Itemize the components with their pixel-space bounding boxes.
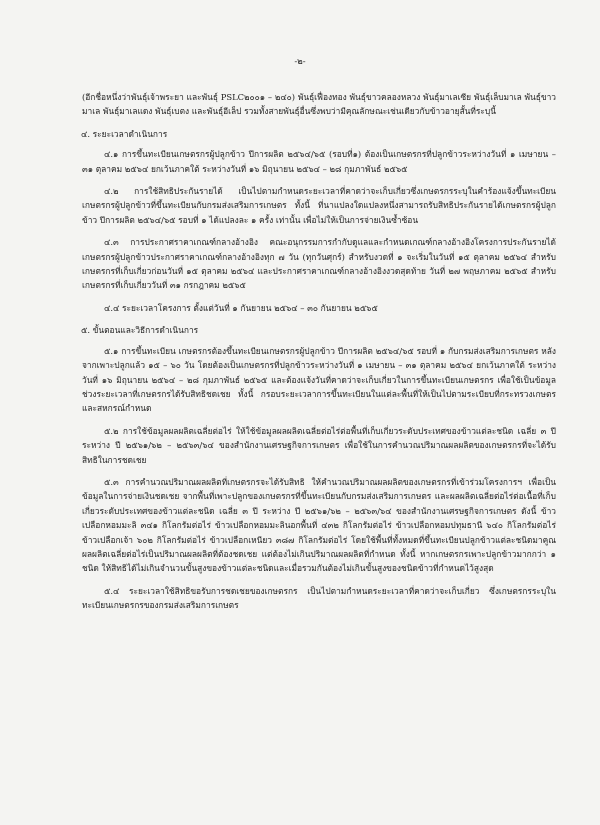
section-5-3-paragraph: ๕.๓ การคำนวณปริมาณผลผลิตที่เกษตรกรจะได้รับสิทธิ ให้คำนวณปริมาณผลผลิตของเกษตรกรที่เข้าร่วมโครงการฯ เพื่อเป็นข้อมูลในการจ่ายเงินชดเชย จากพื้นที่เพาะปลูกของเกษตรกรที่ขึ้นทะเบียนกับกรมส่งเสริมการเกษตร และผลผลิตเฉลี่ยต่อไร่ต่อเนื้อที่เก็บเกี่ยวระดับประเทศของข้าวแต่ละชนิด เฉลี่ย ๓ ปี ระหว่าง ปี ๒๕๖๑/๖๒ – ๒๕๖๓/๖๔ ของสำนักงานเศรษฐกิจการเกษตร ดังนี้ ข้าวเปลือกหอมมะลิ ๓๔๑ กิโลกรัมต่อไร่ ข้าวเปลือกหอมมะลินอกพื้นที่ ๔๓๒ กิโลกรัมต่อไร่ ข้าวเปลือกหอมปทุมธานี ๖๔๐ กิโลกรัมต่อไร่ ข้าวเปลือกเจ้า ๖๐๒ กิโลกรัมต่อไร่ ข้าวเปลือกเหนียว ๓๘๗ กิโลกรัมต่อไร่ โดยใช้พื้นที่ทั้งหมดที่ขึ้นทะเบียนปลูกข้าวแต่ละชนิดมาคูณผลผลิตเฉลี่ยต่อไร่เป็นปริมาณผลผลิตที่ต้องชดเชย แต่ต้องไม่เกินปริมาณผลผลิตที่กำหนด ทั้งนี้ หากเกษตรกรเพาะปลูกข้าวมากกว่า ๑ ชนิด ให้สิทธิได้ไม่เกินจำนวนขั้นสูงของข้าวแต่ละชนิดและเมื่อรวมกันต้องไม่เกินขั้นสูงของชนิดข้าวที่กำหนดไว้สูงสุด — [82, 476, 556, 574]
section-5-2-paragraph: ๕.๒ การใช้ข้อมูลผลผลิตเฉลี่ยต่อไร่ ให้ใช้ข้อมูลผลผลิตเฉลี่ยต่อไร่ต่อพื้นที่เก็บเกี่ยวระดับประเทศของข้าวแต่ละชนิด เฉลี่ย ๓ ปี ระหว่าง ปี ๒๕๖๑/๖๒ – ๒๕๖๓/๖๔ ของสำนักงานเศรษฐกิจการเกษตร เพื่อใช้ในการคำนวณปริมาณผลผลิตของเกษตรกรที่จะได้รับสิทธิในการชดเชย — [82, 425, 556, 465]
page-number: -๒- — [294, 57, 306, 67]
section-5-1-paragraph: ๕.๑ การขึ้นทะเบียน เกษตรกรต้องขึ้นทะเบียนเกษตรกรผู้ปลูกข้าว ปีการผลิต ๒๕๖๔/๖๕ รอบที่ ๑ กับกรมส่งเสริมการเกษตร หลังจากเพาะปลูกแล้ว ๑๕ – ๖๐ วัน โดยต้องเป็นเกษตรกรที่ปลูกข้าวระหว่างวันที่ ๑ เมษายน – ๓๑ ตุลาคม ๒๕๖๔ ยกเว้นภาคใต้ ระหว่างวันที่ ๑๖ มิถุนายน ๒๕๖๔ – ๒๘ กุมภาพันธ์ ๒๕๖๕ และต้องแจ้งวันที่คาดว่าจะเก็บเกี่ยวในการขึ้นทะเบียนเกษตรกร เพื่อใช้เป็นข้อมูลช่วงระยะเวลาที่เกษตรกรได้รับสิทธิชดเชย ทั้งนี้ กรอบระยะเวลาการขึ้นทะเบียนในแต่ละพื้นที่ให้เป็นไปตามระเบียบที่กระทรวงเกษตรและสหกรณ์กำหนด — [82, 345, 556, 414]
section-4-3-paragraph: ๔.๓ การประกาศราคาเกณฑ์กลางอ้างอิง คณะอนุกรรมการกำกับดูแลและกำหนดเกณฑ์กลางอ้างอิงโครงการประกันรายได้เกษตรกรผู้ปลูกข้าวประกาศราคาเกณฑ์กลางอ้างอิงทุก ๗ วัน (ทุกวันศุกร์) สำหรับงวดที่ ๑ จะเริ่มในวันที่ ๑๕ ตุลาคม ๒๕๖๔ สำหรับเกษตรกรที่เก็บเกี่ยวก่อนวันที่ ๑๕ ตุลาคม ๒๕๖๔ และประกาศราคาเกณฑ์กลางอ้างอิงงวดสุดท้าย วันที่ ๒๗ พฤษภาคม ๒๕๖๕ สำหรับเกษตรกรที่เก็บเกี่ยววันที่ ๓๑ กรกฎาคม ๒๕๖๕ — [82, 237, 556, 291]
section-5-4-paragraph: ๕.๔ ระยะเวลาใช้สิทธิขอรับการชดเชยของเกษตรกร เป็นไปตามกำหนดระยะเวลาที่คาดว่าจะเก็บเกี่ยว ซึ่งเกษตรกรระบุในทะเบียนเกษตรกรของกรมส่งเสริมการเกษตร — [82, 585, 556, 611]
section-4-2-paragraph: ๔.๒ การใช้สิทธิประกันรายได้ เป็นไปตามกำหนดระยะเวลาที่คาดว่าจะเก็บเกี่ยวซึ่งเกษตรกรระบุในคำร้องแจ้งขึ้นทะเบียนเกษตรกรผู้ปลูกข้าวที่ขึ้นทะเบียนกับกรมส่งเสริมการเกษตร ทั้งนี้ ที่นาแปลงใดแปลงหนึ่งสามารถรับสิทธิประกันรายได้เกษตรกรผู้ปลูกข้าว ปีการผลิต ๒๕๖๔/๖๕ รอบที่ ๑ ได้แปลงละ ๑ ครั้ง เท่านั้น เพื่อไม่ให้เป็นการจ่ายเงินซ้ำซ้อน — [82, 186, 556, 225]
section-4-1-paragraph: ๔.๑ การขึ้นทะเบียนเกษตรกรผู้ปลูกข้าว ปีการผลิต ๒๕๖๔/๖๕ (รอบที่๑) ต้องเป็นเกษตรกรที่ปลูกข้าวระหว่างวันที่ ๑ เมษายน – ๓๑ ตุลาคม ๒๕๖๔ ยกเว้นภาคใต้ ระหว่างวันที่ ๑๖ มิถุนายน ๒๕๖๔ – ๒๘ กุมภาพันธ์ ๒๕๖๕ — [82, 149, 556, 174]
section-4-heading: ๔. ระยะเวลาดำเนินการ — [81, 128, 168, 139]
section-5-heading: ๕. ขั้นตอนและวิธีการดำเนินการ — [81, 325, 199, 336]
section-4-4-paragraph: ๔.๔ ระยะเวลาโครงการ ตั้งแต่วันที่ ๑ กันยายน ๒๕๖๔ – ๓๐ กันยายน ๒๕๖๕ — [104, 302, 378, 313]
intro-paragraph: (อีกชื่อหนึ่งว่าพันธุ์เจ้าพระยา และพันธุ์ PSLC๒๐๐๑ – ๒๔๐) พันธุ์เฟื่องทอง พันธุ์ขาวคลองหลวง พันธุ์มาเลเซีย พันธุ์เล็บมาเล พันธุ์ขาวมาเล พันธุ์มาเลแดง พันธุ์เบตง และพันธุ์อีเล็ป รวมทั้งสายพันธุ์อื่นซึ่งพบว่ามีคุณลักษณะเช่นเดียวกับข้าวอายุสั้นที่ระบุนี้ — [82, 92, 556, 117]
